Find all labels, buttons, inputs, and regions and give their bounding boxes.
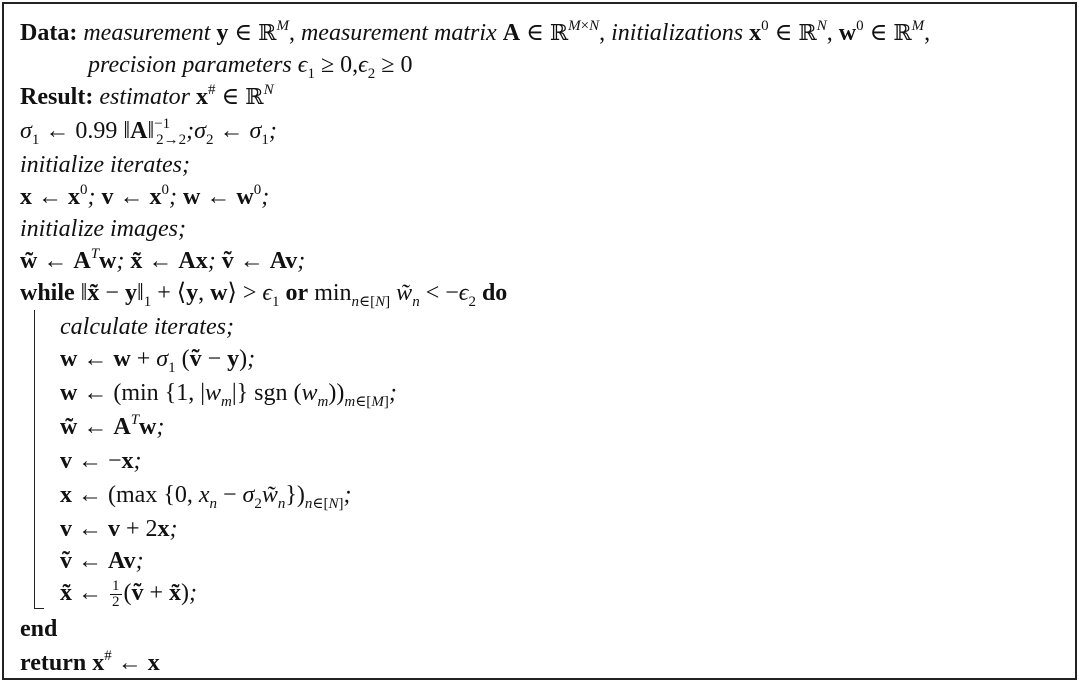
or-keyword: or <box>285 280 309 306</box>
algorithm-box <box>2 2 1077 680</box>
data-line: Data: measurement y ∈ ℝ$^M$, measurement matrix A ∈ ℝ$^{M\times N}$, initializations $x^0$ ∈ ℝ$^N$, $w^0$ ∈ ℝ$^M$, <box>20 18 931 46</box>
return-keyword: return <box>20 650 87 676</box>
result-label: Result: <box>20 84 94 110</box>
v-update-line: v ← v + 2x; <box>60 516 178 542</box>
end-line <box>20 614 57 644</box>
loop-body-rule <box>34 310 35 608</box>
one-half-fraction: $\frac{1}{2}$ <box>112 577 120 610</box>
comment-init-iterates-text: initialize iterates; <box>20 152 190 178</box>
do-keyword: do <box>481 280 508 306</box>
result-text: estimator <box>99 84 190 110</box>
loop-body-rule-end <box>34 608 44 609</box>
while-line: while ‖x̃ − $y‖_1$ + ⟨y, w⟩ > $\epsilon_1$ or $\min_{n\in[N]}$ $w̃_n < -\epsilon_2$ do <box>20 280 508 310</box>
while-keyword: while <box>20 280 75 306</box>
data-text-precision: precision parameters <box>88 52 292 78</box>
comment-init-images <box>20 214 186 244</box>
x-update-line: x ← (max {0, $x_n$ − $\sigma_2w̃_n\})_{n\in[N]}$; <box>60 482 352 512</box>
sigma-assignment: $\sigma_1$ ← 0.99 $‖A‖^{-1}_{2\to 2};\sigma_2$ ← $\sigma_1$; <box>20 116 277 148</box>
comment-init-images-text: initialize images; <box>20 216 186 242</box>
data-text-initializations: initializations <box>611 20 744 46</box>
return-line: return x# ← x <box>20 648 160 676</box>
data-label: Data: <box>20 20 78 46</box>
data-line-continued: precision parameters $\epsilon_1 \ge 0,\epsilon_2 \ge 0$ <box>88 52 413 82</box>
end-keyword: end <box>20 616 58 642</box>
data-text-matrix: measurement matrix <box>300 20 497 46</box>
init-images-line: w̃ ← $A^Tw$; x̃ ← Ax; ṽ ← Av; <box>20 246 306 274</box>
init-iterates-line: x ← $x^0$; v ← $x^0$; w ← $w^0$; <box>20 182 270 210</box>
comment-calc-iterates-text: calculate iterates; <box>60 314 234 340</box>
w-update-line: w ← $w + \sigma_1$ (ṽ − y); <box>60 346 256 376</box>
x-tilde-update-line: x̃ ← $\frac{1}{2}$ (ṽ + x̃); <box>60 577 198 610</box>
v-neg-x-line: v ← −x; <box>60 448 142 474</box>
v-tilde-update-line: ṽ ← Av; <box>60 548 144 574</box>
data-text-measurement: measurement <box>83 20 211 46</box>
comment-init-iterates <box>20 150 190 180</box>
w-projection-line: w ← (min {1, $|w_m|$} sgn $(w_m))_{m\in[M]}$; <box>60 380 397 410</box>
result-line: Result: estimator x# ∈ ℝ$^N$ <box>20 82 274 110</box>
w-tilde-update-line: w̃ ← $A^Tw$; <box>60 412 165 440</box>
comment-calc-iterates <box>60 312 234 342</box>
